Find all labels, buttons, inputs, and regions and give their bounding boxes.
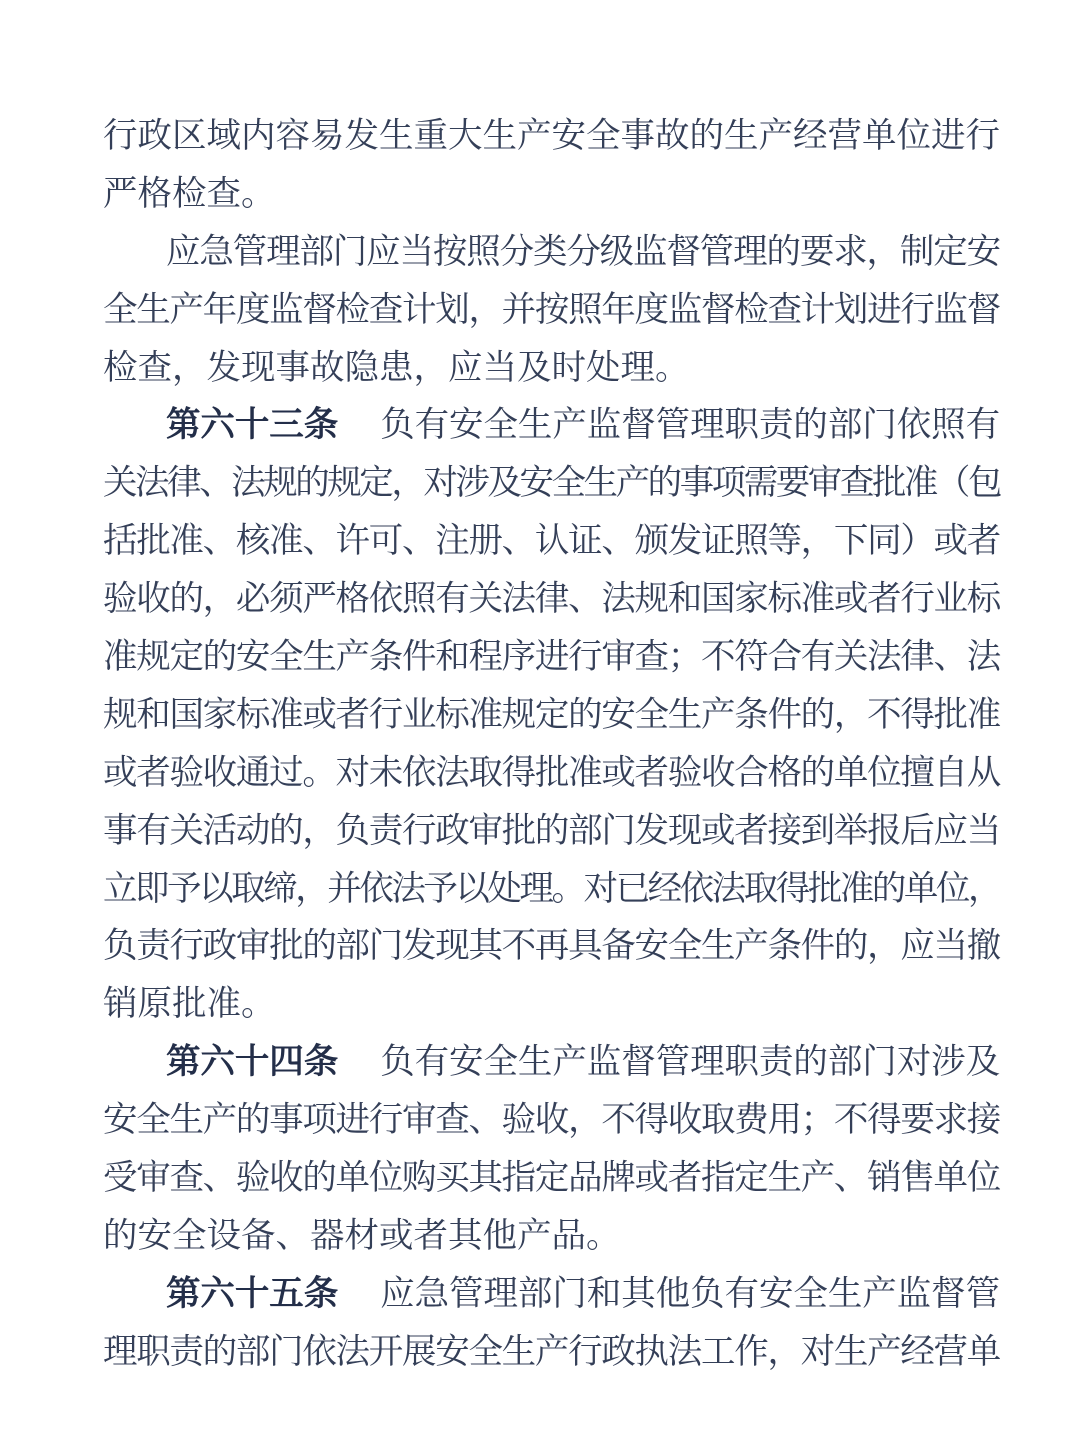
- text-line: [103, 282, 1000, 340]
- line-content: [166, 233, 1000, 271]
- text-line: [103, 108, 1000, 166]
- line-text: 检查，发现事故隐患，应当及时处理。: [103, 348, 690, 387]
- text-line: [103, 1208, 1000, 1266]
- line-text: 行政区域内容易发生重大生产安全事故的生产经营单位进行: [103, 117, 1000, 155]
- line-text: 负责行政审批的部门发现其不再具备安全生产条件的，应当撤: [103, 927, 1000, 966]
- text-line: [103, 455, 1000, 513]
- line-text: 负有安全生产监督管理职责的部门对涉及: [380, 1043, 1001, 1082]
- line-content: [103, 812, 1000, 850]
- text-line: [103, 166, 1000, 224]
- line-content: [103, 638, 1000, 676]
- text-line: [103, 918, 1000, 976]
- text-line: [103, 687, 1000, 745]
- article-number: 第六十五条: [166, 1274, 339, 1313]
- text-line: [103, 629, 1000, 687]
- text-line: [103, 513, 1000, 571]
- line-text: 应急管理部门和其他负有安全生产监督管: [380, 1274, 1001, 1313]
- article-number: 第六十四条: [166, 1043, 339, 1082]
- line-text: 或者验收通过。对未依法取得批准或者验收合格的单位擅自从: [103, 753, 1000, 792]
- line-content: [166, 1275, 1000, 1313]
- text-line: [103, 1150, 1000, 1208]
- text-line: [103, 861, 1000, 919]
- line-text: 验收的，必须严格依照有关法律、法规和国家标准或者行业标: [103, 580, 1000, 619]
- text-line: [103, 1324, 1000, 1382]
- line-text: 立即予以取缔，并依法予以处理。对已经依法取得批准的单位，: [103, 869, 1000, 908]
- line-content: [103, 754, 1000, 792]
- line-content: [103, 1217, 621, 1255]
- text-line: [103, 224, 1000, 282]
- line-content: [103, 522, 1000, 560]
- line-text: 理职责的部门依法开展安全生产行政执法工作，对生产经营单: [103, 1332, 1000, 1371]
- line-text: 关法律、法规的规定，对涉及安全生产的事项需要审查批准（包: [103, 464, 1000, 503]
- line-content: [103, 1159, 1000, 1197]
- text-line: [103, 571, 1000, 629]
- line-content: [103, 870, 1000, 908]
- line-content: [103, 1333, 1000, 1371]
- text-line: [103, 1092, 1000, 1150]
- text-line: [103, 803, 1000, 861]
- line-content: [103, 291, 1000, 329]
- line-text: 括批准、核准、许可、注册、认证、颁发证照等，下同）或者: [103, 522, 1000, 561]
- line-content: [103, 349, 690, 387]
- line-text: 规和国家标准或者行业标准规定的安全生产条件的，不得批准: [103, 695, 1000, 734]
- line-text: 的安全设备、器材或者其他产品。: [103, 1216, 621, 1255]
- article-heading-line: [103, 1266, 1000, 1324]
- line-content: [103, 464, 1000, 502]
- line-content: [103, 580, 1000, 618]
- line-text: 负有安全生产监督管理职责的部门依照有: [380, 406, 1001, 445]
- line-text: 受审查、验收的单位购买其指定品牌或者指定生产、销售单位: [103, 1159, 1000, 1198]
- article-heading-line: [103, 397, 1000, 455]
- line-content: [103, 927, 1000, 965]
- text-line: [103, 340, 1000, 398]
- line-content: [103, 696, 1000, 734]
- line-content: [103, 985, 276, 1023]
- line-text: 准规定的安全生产条件和程序进行审查；不符合有关法律、法: [103, 638, 1000, 677]
- line-content: [103, 1101, 1000, 1139]
- line-content: [166, 406, 1000, 444]
- line-text: 应急管理部门应当按照分类分级监督管理的要求，制定安: [166, 232, 1000, 271]
- text-line: [103, 976, 1000, 1034]
- line-text: 销原批准。: [103, 985, 276, 1024]
- article-heading-line: [103, 1034, 1000, 1092]
- line-text: 全生产年度监督检查计划，并按照年度监督检查计划进行监督: [103, 290, 1000, 329]
- line-text: 安全生产的事项进行审查、验收，不得收取费用；不得要求接: [103, 1101, 1000, 1140]
- text-line: [103, 745, 1000, 803]
- line-text: 事有关活动的，负责行政审批的部门发现或者接到举报后应当: [103, 811, 1000, 850]
- line-content: [166, 1043, 1000, 1081]
- line-text: 严格检查。: [103, 174, 276, 213]
- line-content: [103, 175, 276, 213]
- line-content: [103, 117, 1000, 155]
- article-number: 第六十三条: [166, 406, 339, 445]
